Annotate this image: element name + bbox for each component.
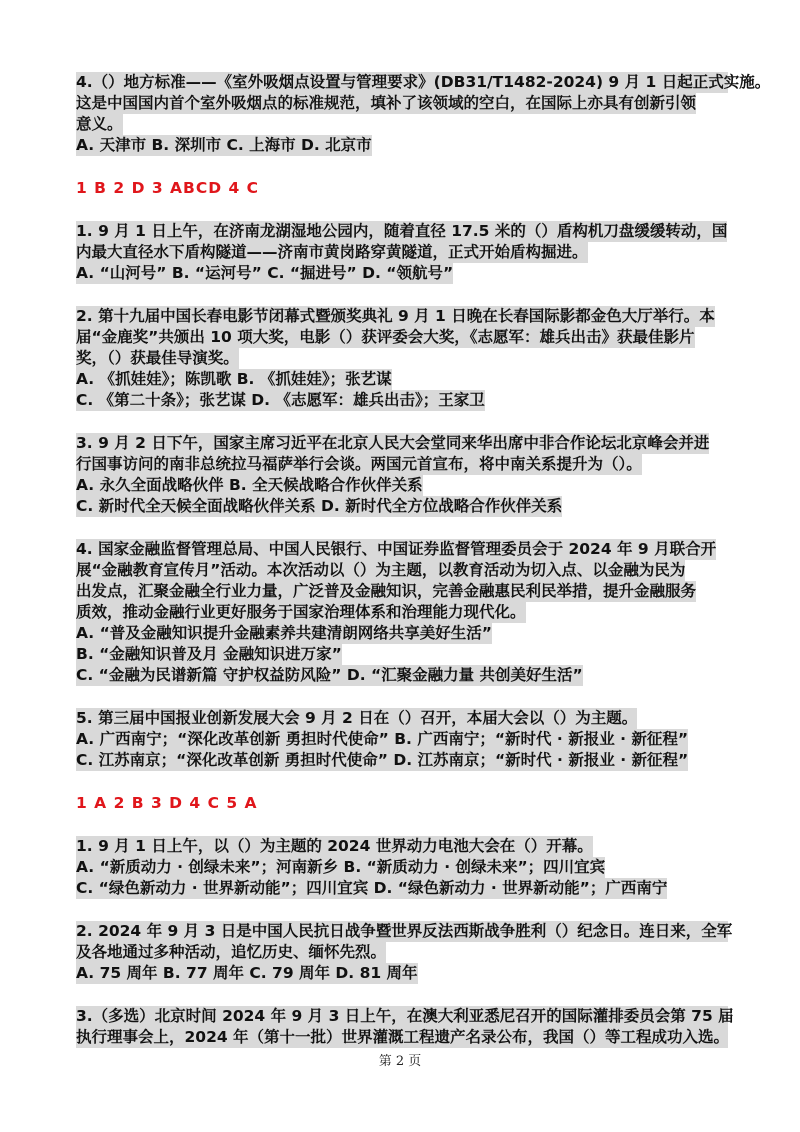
question-line: 这是中国国内首个室外吸烟点的标准规范，填补了该领域的空白，在国际上亦具有创新引领 (76, 94, 697, 112)
question-line: 及各地通过多种活动，追忆历史、缅怀先烈。 (76, 943, 387, 961)
question-line: C. “绿色新动力 · 世界新动能”；四川宜宾 D. “绿色新动力 · 世界新动能”；广西南宁 (76, 879, 668, 897)
question-line: 行国事访问的南非总统拉马福萨举行会谈。两国元首宣布，将中南关系提升为（）。 (76, 455, 642, 473)
page-number: 第 2 页 (378, 1054, 422, 1069)
page-content (76, 72, 771, 1070)
question-line: 出发点，汇聚金融全行业力量，广泛普及金融知识，完善金融惠民利民举措，提升金融服务 (76, 582, 697, 600)
question-line: 执行理事会上，2024 年（第十一批）世界灌溉工程遗产名录公布，我国（）等工程成功入选。 (76, 1028, 730, 1046)
question-line: 展“金融教育宣传月”活动。本次活动以（）为主题，以教育活动为切入点、以金融为民为 (76, 561, 686, 579)
question-line: C. “金融为民谱新篇 守护权益防风险” D. “汇聚金融力量 共创美好生活” (76, 666, 583, 684)
question-text: 2. 2024 年 9 月 3 日是中国人民抗日战争暨世界反法西斯战争胜利（）纪念日。连日来，全军 (76, 922, 733, 940)
question-line: A. 75 周年 B. 77 周年 C. 79 周年 D. 81 周年 (76, 964, 418, 982)
question-line: A. 广西南宁；“深化改革创新 勇担时代使命” B. 广西南宁；“新时代 · 新报业 · 新征程” (76, 730, 689, 748)
question-text: 4.（）地方标准——《室外吸烟点设置与管理要求》(DB31/T1482-2024) 9 月 1 日起正式实施。 (76, 73, 771, 91)
question (76, 433, 728, 517)
question-line: C. 新时代全天候全面战略伙伴关系 D. 新时代全方位战略合作伙伴关系 (76, 497, 563, 515)
question (76, 921, 733, 984)
question-line: A. 永久全面战略伙伴 B. 全天候战略合作伙伴关系 (76, 476, 423, 494)
question-line: A. “普及金融知识提升金融素养共建清朗网络共享美好生活” (76, 624, 492, 642)
question (76, 221, 728, 284)
question-line: 内最大直径水下盾构隧道——济南市黄岗路穿黄隧道，正式开始盾构掘进。 (76, 243, 588, 261)
question-text: 3. 9 月 2 日下午，国家主席习近平在北京人民大会堂同来华出席中非合作论坛北京峰会并进 (76, 434, 710, 452)
question-text: 4. 国家金融监督管理总局、中国人民银行、中国证券监督管理委员会于 2024 年 9 月联合开 (76, 540, 717, 558)
question-line: A. “山河号” B. “运河号” C. “掘进号” D. “领航号” (76, 264, 454, 282)
answer-key: 1 A 2 B 3 D 4 C 5 A (76, 794, 258, 812)
question-line: 意义。 (76, 115, 123, 133)
question-line: B. “金融知识普及月 金融知识进万家” (76, 645, 342, 663)
question-line: A. 《抓娃娃》；陈凯歌 B. 《抓娃娃》；张艺谋 (76, 370, 392, 388)
question (76, 708, 728, 771)
question-line: A. “新质动力 · 创绿未来”；河南新乡 B. “新质动力 · 创绿未来”；四川宜宾 (76, 858, 606, 876)
question-line: 质效，推动金融行业更好服务于国家治理体系和治理能力现代化。 (76, 603, 526, 621)
question (76, 539, 728, 686)
question (76, 72, 771, 156)
question (76, 836, 728, 899)
question-line: 届“金鹿奖”共颁出 10 项大奖，电影（）获评委会大奖，《志愿军：雄兵出击》获最佳影片 (76, 328, 695, 346)
question-text: 5. 第三届中国报业创新发展大会 9 月 2 日在（）召开，本届大会以（）为主题。 (76, 709, 638, 727)
question-line: 奖，（）获最佳导演奖。 (76, 349, 239, 367)
question-line: C. 《第二十条》；张艺谋 D. 《志愿军：雄兵出击》；王家卫 (76, 391, 485, 409)
question (76, 306, 728, 411)
question-line: A. 天津市 B. 深圳市 C. 上海市 D. 北京市 (76, 136, 372, 154)
question (76, 1006, 734, 1048)
question-text: 2. 第十九届中国长春电影节闭幕式暨颁奖典礼 9 月 1 日晚在长春国际影都金色大厅举行。本 (76, 307, 715, 325)
question-text: 1. 9 月 1 日上午，在济南龙湖湿地公园内，随着直径 17.5 米的（）盾构机刀盘缓缓转动，国 (76, 222, 728, 240)
question-text: 1. 9 月 1 日上午，以（）为主题的 2024 世界动力电池大会在（）开幕。 (76, 837, 593, 855)
answer-key: 1 B 2 D 3 ABCD 4 C (76, 179, 260, 197)
question-line: C. 江苏南京；“深化改革创新 勇担时代使命” D. 江苏南京；“新时代 · 新报业 · 新征程” (76, 751, 689, 769)
question-text: 3.（多选）北京时间 2024 年 9 月 3 日上午，在澳大利亚悉尼召开的国际灌排委员会第 75 届 (76, 1007, 734, 1025)
